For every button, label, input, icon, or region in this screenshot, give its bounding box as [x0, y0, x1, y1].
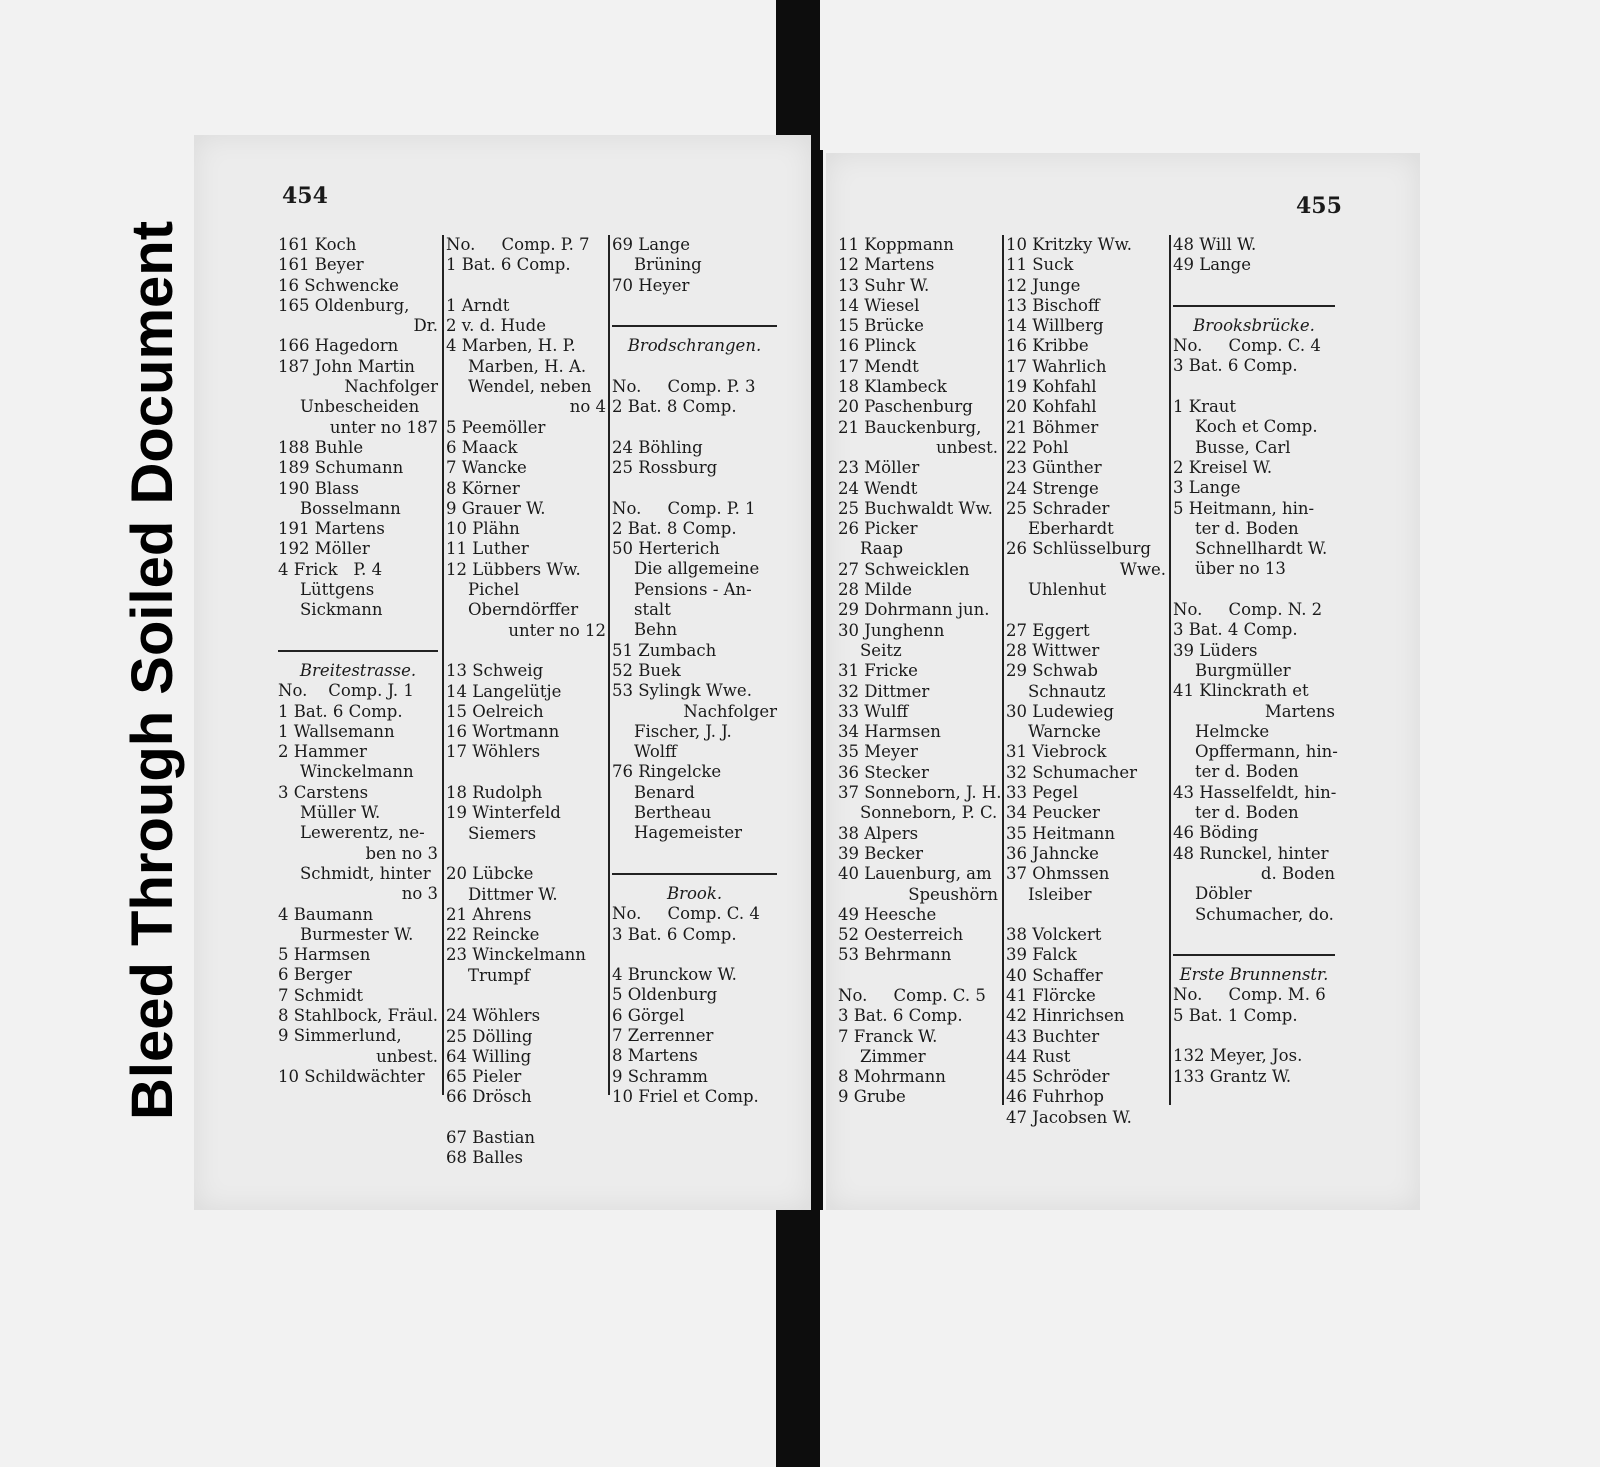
directory-line: 25 Rossburg [612, 457, 718, 477]
directory-line: 2 Kreisel W. [1173, 457, 1273, 477]
directory-line: Wolff [634, 742, 677, 762]
soiled-document-stamp [120, 170, 186, 1170]
directory-line: 69 Lange [612, 235, 690, 254]
directory-line: 132 Meyer, Jos. [1173, 1046, 1303, 1066]
directory-line: Lüttgens [300, 580, 375, 600]
directory-line: 3 Lange [1173, 478, 1241, 498]
directory-line: 23 Winckelmann [446, 945, 586, 965]
directory-line: 165 Oldenburg, [278, 295, 410, 315]
directory-line: 8 Stahlbock, Fräul. [278, 1005, 438, 1025]
directory-line: No. Comp. M. 6 [1173, 985, 1326, 1005]
directory-line: 34 Harmsen [838, 722, 941, 742]
column-left-1 [278, 235, 438, 1087]
directory-line: Winckelmann [300, 762, 414, 782]
directory-line: 26 Schlüsselburg [1006, 539, 1151, 559]
directory-line: Schumacher, do. [1195, 904, 1334, 924]
directory-line: 161 Koch [278, 235, 357, 254]
directory-line: 2 Bat. 8 Comp. [612, 397, 737, 417]
directory-line: 37 Sonneborn, J. H. [838, 783, 1002, 803]
directory-line [612, 844, 777, 864]
directory-line: 4 Frick P. 4 [278, 559, 383, 579]
directory-line: 190 Blass [278, 478, 359, 498]
directory-line: 4 Brunckow W. [612, 965, 737, 985]
directory-line: 12 Martens [838, 255, 935, 275]
directory-line: No. Comp. P. 1 [612, 498, 756, 518]
directory-line: Opffermann, hin- [1195, 742, 1338, 762]
directory-line: unter no 187 [329, 417, 438, 437]
directory-line: No. Comp. C. 5 [838, 985, 986, 1005]
directory-line: 38 Volckert [1006, 925, 1102, 945]
directory-line: Wwe. [1119, 559, 1166, 579]
directory-line: 65 Pieler [446, 1067, 522, 1087]
directory-line: Siemers [468, 823, 537, 843]
directory-line: 23 Günther [1006, 458, 1102, 478]
directory-line: 1 Arndt [446, 295, 510, 315]
directory-line [446, 986, 606, 1006]
directory-line [446, 1108, 606, 1128]
directory-line: Wendel, neben [468, 377, 592, 397]
directory-line: unbest. [376, 1046, 438, 1066]
directory-line: 6 Berger [278, 965, 352, 985]
directory-line: Burgmüller [1195, 660, 1291, 680]
directory-line: 8 Martens [612, 1046, 698, 1066]
directory-line: 24 Strenge [1006, 478, 1099, 498]
directory-line: 7 Wancke [446, 458, 527, 478]
directory-line [1173, 276, 1335, 296]
directory-line: Müller W. [300, 803, 381, 823]
directory-line: Brüning [634, 255, 702, 275]
street-heading: Brooksbrücke. [1193, 315, 1315, 335]
directory-line: unter no 12 [508, 620, 606, 640]
column-divider [608, 235, 610, 1095]
page-number-left: 454 [282, 183, 328, 209]
directory-line: 8 Körner [446, 478, 520, 498]
directory-line: 21 Böhmer [1006, 417, 1099, 437]
column-divider [1169, 235, 1171, 1105]
directory-line: 13 Schweig [446, 661, 544, 681]
directory-line: 26 Picker [838, 519, 918, 539]
directory-line: 29 Schwab [1006, 661, 1098, 681]
directory-line: 17 Mendt [838, 356, 919, 376]
directory-line: Koch et Comp. [1195, 417, 1318, 437]
directory-line: Bosselmann [300, 498, 401, 518]
directory-line: 11 Suck [1006, 255, 1074, 275]
directory-line: 49 Heesche [838, 904, 937, 924]
directory-line: 20 Lübcke [446, 864, 534, 884]
section-rule [1173, 305, 1335, 307]
directory-line: 10 Plähn [446, 519, 520, 539]
directory-line: 25 Dölling [446, 1026, 533, 1046]
directory-line: 46 Fuhrhop [1006, 1087, 1104, 1107]
directory-line: 187 John Martin [278, 356, 415, 376]
directory-line: 12 Lübbers Ww. [446, 559, 581, 579]
directory-line: Unbescheiden [300, 397, 420, 417]
directory-line: Sickmann [300, 600, 383, 620]
directory-line: 7 Franck W. [838, 1026, 938, 1046]
column-right-2 [1006, 235, 1166, 1128]
directory-line: 11 Koppmann [838, 235, 954, 254]
directory-line: 10 Friel et Comp. [612, 1086, 759, 1106]
directory-line: 40 Lauenburg, am [838, 864, 992, 884]
directory-line: 42 Hinrichsen [1006, 1006, 1125, 1026]
directory-line: 39 Lüders [1173, 640, 1258, 660]
directory-line: 68 Balles [446, 1148, 523, 1168]
directory-line: 45 Schröder [1006, 1067, 1110, 1087]
directory-line: ter d. Boden [1195, 518, 1299, 538]
directory-line: 19 Kohfahl [1006, 377, 1097, 397]
directory-line: 14 Langelütje [446, 681, 562, 701]
directory-line: Burmester W. [300, 924, 414, 944]
directory-line: 6 Görgel [612, 1005, 685, 1025]
directory-line: 47 Jacobsen W. [1006, 1107, 1132, 1127]
directory-line: 31 Fricke [838, 661, 918, 681]
directory-line: 20 Kohfahl [1006, 397, 1097, 417]
directory-line: stalt [634, 600, 671, 620]
directory-line: 12 Junge [1006, 275, 1081, 295]
directory-line: Döbler [1195, 884, 1252, 904]
directory-line: 9 Simmerlund, [278, 1026, 402, 1046]
directory-line: 1 Bat. 6 Comp. [278, 701, 403, 721]
directory-line: ben no 3 [365, 843, 438, 863]
directory-line: 2 Bat. 8 Comp. [612, 518, 737, 538]
directory-line: 16 Kribbe [1006, 336, 1089, 356]
directory-line: 5 Harmsen [278, 945, 371, 965]
directory-line: Speushörn [908, 884, 998, 904]
directory-line: 38 Alpers [838, 823, 919, 843]
directory-line: 16 Wortmann [446, 722, 560, 742]
street-heading: Brodschrangen. [627, 336, 762, 356]
directory-line: Die allgemeine [634, 559, 760, 579]
directory-line: 5 Heitmann, hin- [1173, 498, 1315, 518]
directory-line: 14 Willberg [1006, 316, 1104, 336]
directory-line: 20 Paschenburg [838, 397, 973, 417]
directory-line [612, 478, 777, 498]
directory-line: 17 Wöhlers [446, 742, 541, 762]
directory-line: Marben, H. A. [468, 356, 587, 376]
directory-line: 7 Schmidt [278, 985, 364, 1005]
directory-line: 1 Kraut [1173, 397, 1237, 417]
directory-line: No. Comp. J. 1 [278, 681, 414, 701]
directory-line: no 4 [569, 397, 606, 417]
street-heading: Brook. [666, 883, 723, 903]
directory-line: 17 Wahrlich [1006, 356, 1107, 376]
directory-line: Trumpf [468, 965, 530, 985]
directory-line: 48 Will W. [1173, 235, 1257, 254]
section-rule [1173, 954, 1335, 956]
directory-line: 50 Herterich [612, 539, 720, 559]
section-rule [278, 650, 438, 652]
column-left-2 [446, 235, 606, 1169]
directory-line: Nachfolger [344, 377, 438, 397]
directory-line [838, 966, 998, 986]
directory-line: Warncke [1028, 722, 1101, 742]
directory-line: 64 Willing [446, 1046, 532, 1066]
directory-line: 24 Wendt [838, 478, 918, 498]
directory-line: 23 Möller [838, 458, 920, 478]
directory-line [1006, 600, 1166, 620]
directory-line: Benard [634, 782, 695, 802]
directory-line: 32 Dittmer [838, 681, 930, 701]
directory-line: 5 Oldenburg [612, 985, 718, 1005]
directory-line: 4 Baumann [278, 904, 374, 924]
directory-line: 3 Carstens [278, 782, 369, 802]
directory-line: 41 Klinckrath et [1173, 681, 1309, 701]
directory-line: 133 Grantz W. [1173, 1066, 1292, 1086]
directory-line: 30 Ludewieg [1006, 701, 1114, 721]
directory-line: 5 Bat. 1 Comp. [1173, 1005, 1298, 1025]
directory-line: 43 Buchter [1006, 1026, 1100, 1046]
page-number-right: 455 [1296, 193, 1342, 219]
directory-line [1173, 377, 1335, 397]
directory-line: Bertheau [634, 803, 712, 823]
right-page [826, 153, 1420, 1210]
binding-tape-top [776, 0, 820, 153]
directory-line: 6 Maack [446, 437, 518, 457]
directory-line [612, 356, 777, 376]
directory-line: 2 v. d. Hude [446, 316, 546, 336]
directory-line: 1 Bat. 6 Comp. [446, 255, 571, 275]
directory-line: 3 Bat. 6 Comp. [1173, 356, 1298, 376]
column-right-3 [1173, 235, 1338, 1087]
binding-tape-bottom [776, 1206, 820, 1467]
directory-line [1173, 1026, 1335, 1046]
directory-line: Hagemeister [634, 823, 742, 843]
directory-line: 10 Kritzky Ww. [1006, 235, 1132, 254]
column-left-3 [612, 235, 777, 1107]
directory-line: Fischer, J. J. [634, 721, 732, 741]
directory-line: 27 Schweicklen [838, 559, 970, 579]
directory-line: 34 Peucker [1006, 803, 1100, 823]
directory-line: 43 Hasselfeldt, hin- [1173, 782, 1337, 802]
directory-line: 13 Suhr W. [838, 275, 930, 295]
directory-line: 161 Beyer [278, 255, 364, 275]
directory-line: 44 Rust [1006, 1046, 1071, 1066]
directory-line: 51 Zumbach [612, 640, 717, 660]
directory-line: 33 Wulff [838, 701, 909, 721]
left-page [194, 135, 811, 1210]
directory-line: Schmidt, hinter [300, 863, 431, 883]
directory-line: 25 Schrader [1006, 498, 1110, 518]
directory-line: 36 Stecker [838, 762, 929, 782]
directory-line: Isleiber [1028, 884, 1092, 904]
directory-line: 28 Wittwer [1006, 640, 1100, 660]
directory-line: 9 Grube [838, 1087, 906, 1107]
directory-line: 33 Pegel [1006, 783, 1078, 803]
directory-line: Helmcke [1195, 721, 1270, 741]
street-heading: Erste Brunnenstr. [1179, 965, 1329, 985]
directory-line: 10 Schildwächter [278, 1066, 425, 1086]
directory-line: 191 Martens [278, 519, 385, 539]
directory-line: Raap [860, 539, 904, 559]
directory-line: No. Comp. P. 3 [612, 376, 756, 396]
directory-line: 188 Buhle [278, 437, 364, 457]
directory-line: No. Comp. C. 4 [1173, 336, 1321, 356]
directory-line [446, 763, 606, 783]
directory-line: 16 Schwencke [278, 275, 399, 295]
directory-line: 24 Wöhlers [446, 1006, 541, 1026]
directory-line: Nachfolger [683, 701, 777, 721]
section-rule [612, 873, 777, 875]
directory-line: 11 Luther [446, 539, 529, 559]
directory-line [278, 621, 438, 641]
directory-line: 70 Heyer [612, 275, 690, 295]
directory-line: Dittmer W. [468, 884, 558, 904]
directory-line: 39 Becker [838, 843, 924, 863]
directory-line: 16 Plinck [838, 336, 916, 356]
directory-line [446, 844, 606, 864]
directory-line: 9 Grauer W. [446, 498, 546, 518]
directory-line: 22 Pohl [1006, 437, 1069, 457]
directory-line: 192 Möller [278, 539, 370, 559]
directory-line: 2 Hammer [278, 742, 367, 762]
directory-line: 48 Runckel, hinter [1173, 843, 1329, 863]
directory-line: 39 Falck [1006, 945, 1077, 965]
directory-line: 76 Ringelcke [612, 762, 722, 782]
directory-line: 9 Schramm [612, 1066, 708, 1086]
directory-line: No. Comp. N. 2 [1173, 600, 1323, 620]
directory-line: 67 Bastian [446, 1128, 536, 1148]
directory-line: 29 Dohrmann jun. [838, 600, 990, 620]
directory-line [612, 296, 777, 316]
directory-line: Busse, Carl [1195, 437, 1291, 457]
directory-line: 35 Heitmann [1006, 823, 1116, 843]
directory-line: 14 Wiesel [838, 295, 920, 315]
directory-line [446, 276, 606, 296]
directory-line: 4 Marben, H. P. [446, 336, 576, 356]
directory-line: 1 Wallsemann [278, 721, 395, 741]
directory-line: 15 Oelreich [446, 701, 544, 721]
directory-line: 24 Böhling [612, 437, 703, 457]
directory-line: 30 Junghenn [838, 620, 945, 640]
directory-line: d. Boden [1260, 863, 1335, 883]
directory-line: 166 Hagedorn [278, 336, 399, 356]
directory-line: 37 Ohmssen [1006, 864, 1110, 884]
directory-line: 189 Schumann [278, 458, 404, 478]
column-right-1 [838, 235, 1002, 1108]
directory-line: 52 Oesterreich [838, 925, 964, 945]
directory-line: 40 Schaffer [1006, 965, 1103, 985]
directory-line: 49 Lange [1173, 255, 1251, 275]
section-rule [612, 325, 777, 327]
directory-line [446, 641, 606, 661]
directory-line: 3 Bat. 4 Comp. [1173, 620, 1298, 640]
directory-line [612, 945, 777, 965]
directory-line: Dr. [413, 316, 438, 336]
directory-line: 25 Buchwaldt Ww. [838, 498, 993, 518]
directory-line: 66 Drösch [446, 1087, 532, 1107]
directory-line: 18 Klambeck [838, 377, 947, 397]
street-heading: Breitestrasse. [299, 660, 417, 680]
directory-line: 5 Peemöller [446, 417, 546, 437]
directory-line: 7 Zerrenner [612, 1025, 714, 1045]
directory-line [612, 417, 777, 437]
directory-line: 15 Brücke [838, 316, 924, 336]
column-divider [1002, 235, 1004, 1105]
directory-line: Seitz [860, 640, 902, 660]
directory-line: 46 Böding [1173, 823, 1259, 843]
directory-line: 35 Meyer [838, 742, 918, 762]
column-divider [442, 235, 444, 1095]
directory-line [1173, 925, 1335, 945]
open-book [194, 135, 1420, 1210]
directory-line: 22 Reincke [446, 925, 540, 945]
directory-line: 19 Winterfeld [446, 803, 561, 823]
directory-line: 36 Jahncke [1006, 843, 1099, 863]
directory-line: Behn [634, 620, 678, 640]
directory-line: 21 Ahrens [446, 904, 532, 924]
directory-line: 8 Mohrmann [838, 1067, 946, 1087]
directory-line: 3 Bat. 6 Comp. [612, 924, 737, 944]
directory-line: Sonneborn, P. C. [860, 803, 998, 823]
book-gutter [811, 150, 823, 1210]
directory-line: No. Comp. C. 4 [612, 904, 760, 924]
directory-line: no 3 [401, 884, 438, 904]
directory-line: Schnautz [1028, 681, 1106, 701]
directory-line: ter d. Boden [1195, 803, 1299, 823]
directory-line: über no 13 [1195, 559, 1286, 579]
directory-line: 32 Schumacher [1006, 762, 1138, 782]
directory-line: Uhlenhut [1028, 580, 1107, 600]
directory-line: unbest. [936, 437, 998, 457]
directory-line: 31 Viebrock [1006, 742, 1107, 762]
directory-line: 27 Eggert [1006, 620, 1090, 640]
directory-line [1173, 580, 1335, 600]
directory-line: 13 Bischoff [1006, 295, 1100, 315]
directory-line: Lewerentz, ne- [300, 823, 425, 843]
directory-line: Oberndörffer [468, 600, 579, 620]
directory-line [1006, 905, 1166, 925]
directory-line: Martens [1264, 701, 1335, 721]
directory-line: 28 Milde [838, 580, 913, 600]
directory-line: No. Comp. P. 7 [446, 235, 590, 254]
stamp-text: Bleed Through Soiled Document [120, 220, 186, 1120]
directory-line: 18 Rudolph [446, 783, 543, 803]
directory-line: Schnellhardt W. [1195, 539, 1328, 559]
directory-line: 3 Bat. 6 Comp. [838, 1006, 963, 1026]
directory-line: Pensions - An- [634, 579, 752, 599]
directory-line: 21 Bauckenburg, [838, 417, 982, 437]
directory-line: 52 Buek [612, 660, 681, 680]
directory-line: Pichel [468, 580, 520, 600]
directory-line: 41 Flörcke [1006, 985, 1096, 1005]
directory-line: ter d. Boden [1195, 762, 1299, 782]
directory-line: 53 Sylingk Wwe. [612, 681, 752, 701]
directory-line: 53 Behrmann [838, 945, 952, 965]
directory-line: Eberhardt [1028, 519, 1114, 539]
directory-line: Zimmer [860, 1046, 926, 1066]
